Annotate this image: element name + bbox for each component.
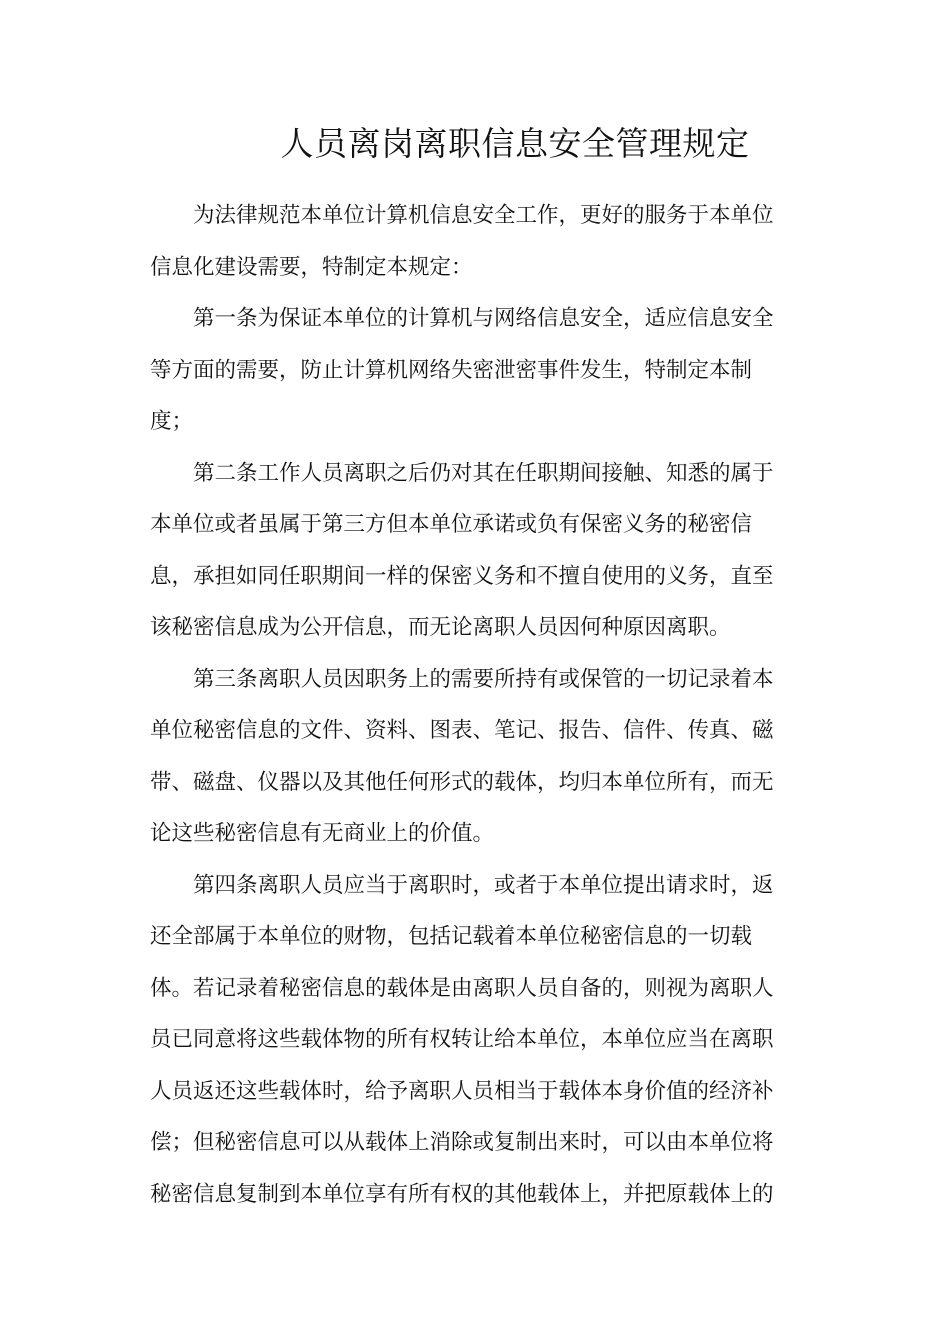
document-title: 人员离岗离职信息安全管理规定 xyxy=(280,124,750,163)
paragraph-line: 带、磁盘、仪器以及其他任何形式的载体，均归本单位所有，而无 xyxy=(150,769,774,795)
paragraph-line: 第四条离职人员应当于离职时，或者于本单位提出请求时，返 xyxy=(193,872,774,898)
paragraph-line: 体。若记录着秘密信息的载体是由离职人员自备的，则视为离职人 xyxy=(150,975,774,1001)
paragraph-line: 员已同意将这些载体物的所有权转让给本单位，本单位应当在离职 xyxy=(150,1027,774,1052)
paragraph-line: 为法律规范本单位计算机信息安全工作，更好的服务于本单位 xyxy=(193,203,774,228)
paragraph-line: 第二条工作人员离职之后仍对其在任职期间接触、知悉的属于 xyxy=(193,460,774,486)
paragraph-line: 第三条离职人员因职务上的需要所持有或保管的一切记录着本 xyxy=(193,666,774,692)
paragraph-line: 单位秘密信息的文件、资料、图表、笔记、报告、信件、传真、磁 xyxy=(150,718,774,743)
paragraph-line: 还全部属于本单位的财物，包括记载着本单位秘密信息的一切载 xyxy=(150,924,753,949)
paragraph-article-1 xyxy=(150,293,800,448)
paragraph-line: 该秘密信息成为公开信息，而无论离职人员因何种原因离职。 xyxy=(150,615,731,640)
paragraph-line: 人员返还这些载体时，给予离职人员相当于载体本身价值的经济补 xyxy=(150,1078,774,1104)
paragraph-intro xyxy=(150,190,800,293)
document-body xyxy=(150,190,800,1220)
paragraph-line: 论这些秘密信息有无商业上的价值。 xyxy=(150,821,495,846)
paragraph-line: 偿；但秘密信息可以从载体上消除或复制出来时，可以由本单位将 xyxy=(150,1130,774,1155)
paragraph-line: 秘密信息复制到本单位享有所有权的其他载体上，并把原载体上的 xyxy=(150,1181,774,1207)
paragraph-line: 息，承担如同任职期间一样的保密义务和不擅自使用的义务，直至 xyxy=(150,563,774,589)
paragraph-line: 度； xyxy=(150,409,194,434)
paragraph-article-3 xyxy=(150,654,800,860)
paragraph-article-2 xyxy=(150,448,800,654)
paragraph-line: 本单位或者虽属于第三方但本单位承诺或负有保密义务的秘密信 xyxy=(150,512,753,537)
paragraph-article-4 xyxy=(150,860,800,1221)
paragraph-line: 等方面的需要，防止计算机网络失密泄密事件发生，特制定本制 xyxy=(150,357,753,383)
paragraph-line: 第一条为保证本单位的计算机与网络信息安全，适应信息安全 xyxy=(193,306,774,331)
paragraph-line: 信息化建设需要，特制定本规定： xyxy=(150,254,473,280)
